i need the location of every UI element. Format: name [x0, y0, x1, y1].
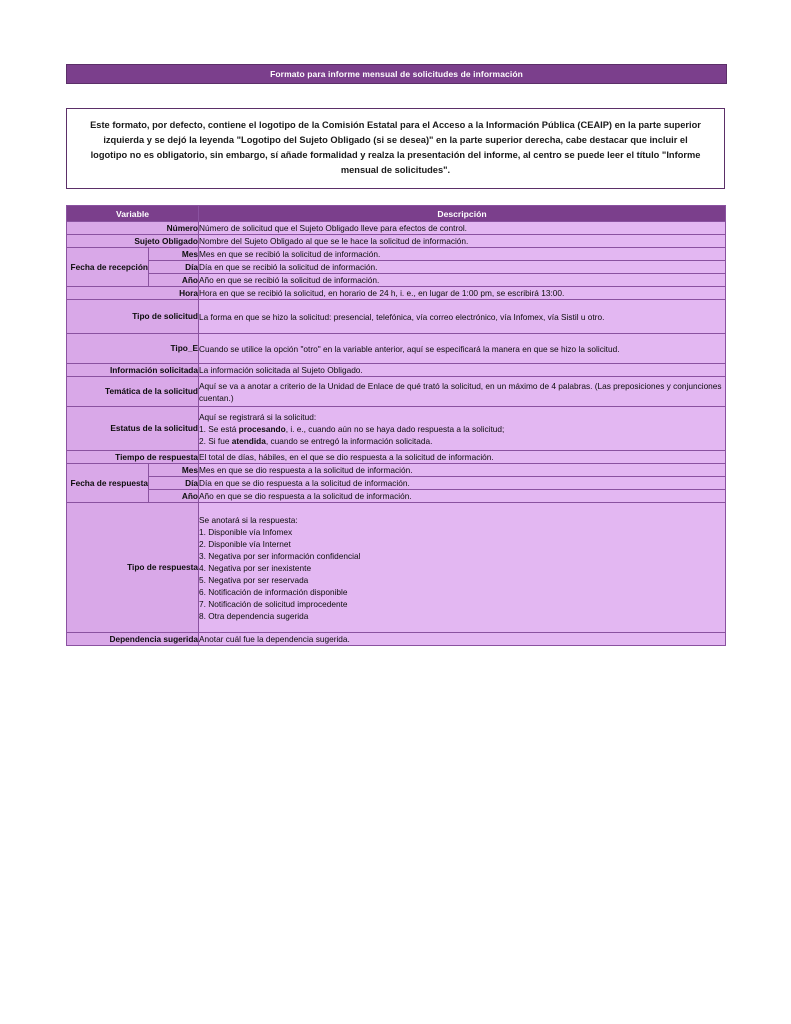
row-description-estatus-solicitud: [199, 407, 726, 451]
table-header-row: [67, 206, 726, 222]
row-variable-informacion-solicitada: Información solicitada: [67, 364, 199, 377]
row-description-mes-recepcion: Mes en que se recibió la solicitud de información.: [199, 248, 726, 261]
table-row: [67, 477, 726, 490]
tipo-respuesta-line-6: 6. Notificación de información disponible: [199, 586, 348, 597]
table-row: [67, 334, 726, 364]
page-title: Formato para informe mensual de solicitudes de información: [270, 69, 523, 79]
intro-paragraph-box: [66, 108, 725, 189]
row-description-informacion-solicitada: La información solicitada al Sujeto Obligado.: [199, 364, 726, 377]
row-description-tipo-solicitud: La forma en que se hizo la solicitud: presencial, telefónica, vía correo electrónico, vía Infomex, vía Sistil u otro.: [199, 300, 726, 334]
column-header-variable: Variable: [67, 206, 199, 222]
table-row: [67, 364, 726, 377]
row-description-tipo-respuesta: [199, 503, 726, 633]
row-subvariable-ano-respuesta: Año: [149, 490, 199, 503]
row-subvariable-mes-respuesta: Mes: [149, 464, 199, 477]
row-description-mes-respuesta: Mes en que se dio respuesta a la solicitud de información.: [199, 464, 726, 477]
table-row: [67, 235, 726, 248]
tipo-respuesta-line-8: 8. Otra dependencia sugerida: [199, 610, 309, 621]
row-variable-fecha-recepcion: Fecha de recepción: [67, 248, 149, 287]
row-description-tipo-e: Cuando se utilice la opción "otro" en la variable anterior, aquí se especificará la manera en que se hizo la solicitud.: [199, 334, 726, 364]
intro-paragraph-text: Este formato, por defecto, contiene el logotipo de la Comisión Estatal para el Acceso a la Información Pública (CEAIP) en la parte superior izquierda y se dejó la leyenda "Logotipo del Sujeto Obligado (si se desea)" en la parte superior derecha, cabe destacar que incluir el logotipo no es obligatorio, sin embargo, sí añade formalidad y realza la presentación del informe, al centro se puede leer el título "Informe mensual de solicitudes".: [90, 120, 701, 176]
row-variable-estatus-solicitud: Estatus de la solicitud: [67, 407, 199, 451]
tipo-respuesta-line-5: 5. Negativa por ser reservada: [199, 574, 309, 585]
row-description-tematica-solicitud: Aquí se va a anotar a criterio de la Unidad de Enlace de qué trató la solicitud, en un máximo de 4 palabras. (Las preposiciones y conjunciones cuentan.): [199, 377, 726, 407]
row-description-ano-recepcion: Año en que se recibió la solicitud de información.: [199, 274, 726, 287]
tipo-respuesta-line-1: 1. Disponible vía Infomex: [199, 526, 293, 537]
estatus-line-2: 1. Se está procesando, i. e., cuando aún no se haya dado respuesta a la solicitud;: [199, 423, 505, 434]
row-variable-tipo-solicitud: Tipo de solicitud: [67, 300, 199, 334]
tipo-respuesta-line-4: 4. Negativa por ser inexistente: [199, 562, 312, 573]
table-row: [67, 248, 726, 261]
table-row: [67, 300, 726, 334]
row-description-ano-respuesta: Año en que se dio respuesta a la solicitud de información.: [199, 490, 726, 503]
table-row: [67, 287, 726, 300]
table-row: [67, 464, 726, 477]
table-row: [67, 377, 726, 407]
row-description-dia-recepcion: Día en que se recibió la solicitud de información.: [199, 261, 726, 274]
row-description-hora: Hora en que se recibió la solicitud, en horario de 24 h, i. e., en lugar de 1:00 pm, se escribirá 13:00.: [199, 287, 726, 300]
row-variable-tipo-e: Tipo_E: [67, 334, 199, 364]
row-variable-numero: Número: [67, 222, 199, 235]
row-subvariable-mes-recepcion: Mes: [149, 248, 199, 261]
table-row: [67, 503, 726, 633]
variables-table: [66, 205, 726, 646]
table-row: [67, 407, 726, 451]
row-variable-sujeto-obligado: Sujeto Obligado: [67, 235, 199, 248]
row-variable-tiempo-respuesta: Tiempo de respuesta: [67, 451, 199, 464]
estatus-bold-procesando: procesando: [238, 423, 286, 434]
row-description-sujeto-obligado: Nombre del Sujeto Obligado al que se le hace la solicitud de información.: [199, 235, 726, 248]
row-subvariable-ano-recepcion: Año: [149, 274, 199, 287]
document-title-bar: [66, 64, 727, 84]
variables-table-container: [66, 205, 725, 646]
row-subvariable-dia-respuesta: Día: [149, 477, 199, 490]
row-variable-tipo-respuesta: Tipo de respuesta: [67, 503, 199, 633]
column-header-descripcion: Descripción: [199, 206, 726, 222]
row-variable-hora: Hora: [67, 287, 199, 300]
row-description-numero: Número de solicitud que el Sujeto Obligado lleve para efectos de control.: [199, 222, 726, 235]
row-description-dependencia-sugerida: Anotar cuál fue la dependencia sugerida.: [199, 633, 726, 646]
tipo-respuesta-line-7: 7. Notificación de solicitud improcedente: [199, 598, 348, 609]
row-variable-tematica-solicitud: Temática de la solicitud: [67, 377, 199, 407]
table-row: [67, 451, 726, 464]
tipo-respuesta-line-0: Se anotará si la respuesta:: [199, 514, 298, 525]
estatus-bold-atendida: atendida: [231, 435, 266, 446]
table-row: [67, 274, 726, 287]
tipo-respuesta-line-2: 2. Disponible vía Internet: [199, 538, 291, 549]
row-variable-fecha-respuesta: Fecha de respuesta: [67, 464, 149, 503]
table-row: [67, 490, 726, 503]
table-body: [67, 222, 726, 646]
row-variable-dependencia-sugerida: Dependencia sugerida: [67, 633, 199, 646]
row-description-tiempo-respuesta: El total de días, hábiles, en el que se dio respuesta a la solicitud de información.: [199, 451, 726, 464]
estatus-line-1: Aquí se registrará si la solicitud:: [199, 411, 317, 422]
estatus-line-3: 2. Si fue atendida, cuando se entregó la información solicitada.: [199, 435, 433, 446]
table-row: [67, 222, 726, 235]
table-header: [67, 206, 726, 222]
tipo-respuesta-line-3: 3. Negativa por ser información confidencial: [199, 550, 361, 561]
table-row: [67, 261, 726, 274]
row-description-dia-respuesta: Día en que se dio respuesta a la solicitud de información.: [199, 477, 726, 490]
table-row: [67, 633, 726, 646]
row-subvariable-dia-recepcion: Día: [149, 261, 199, 274]
